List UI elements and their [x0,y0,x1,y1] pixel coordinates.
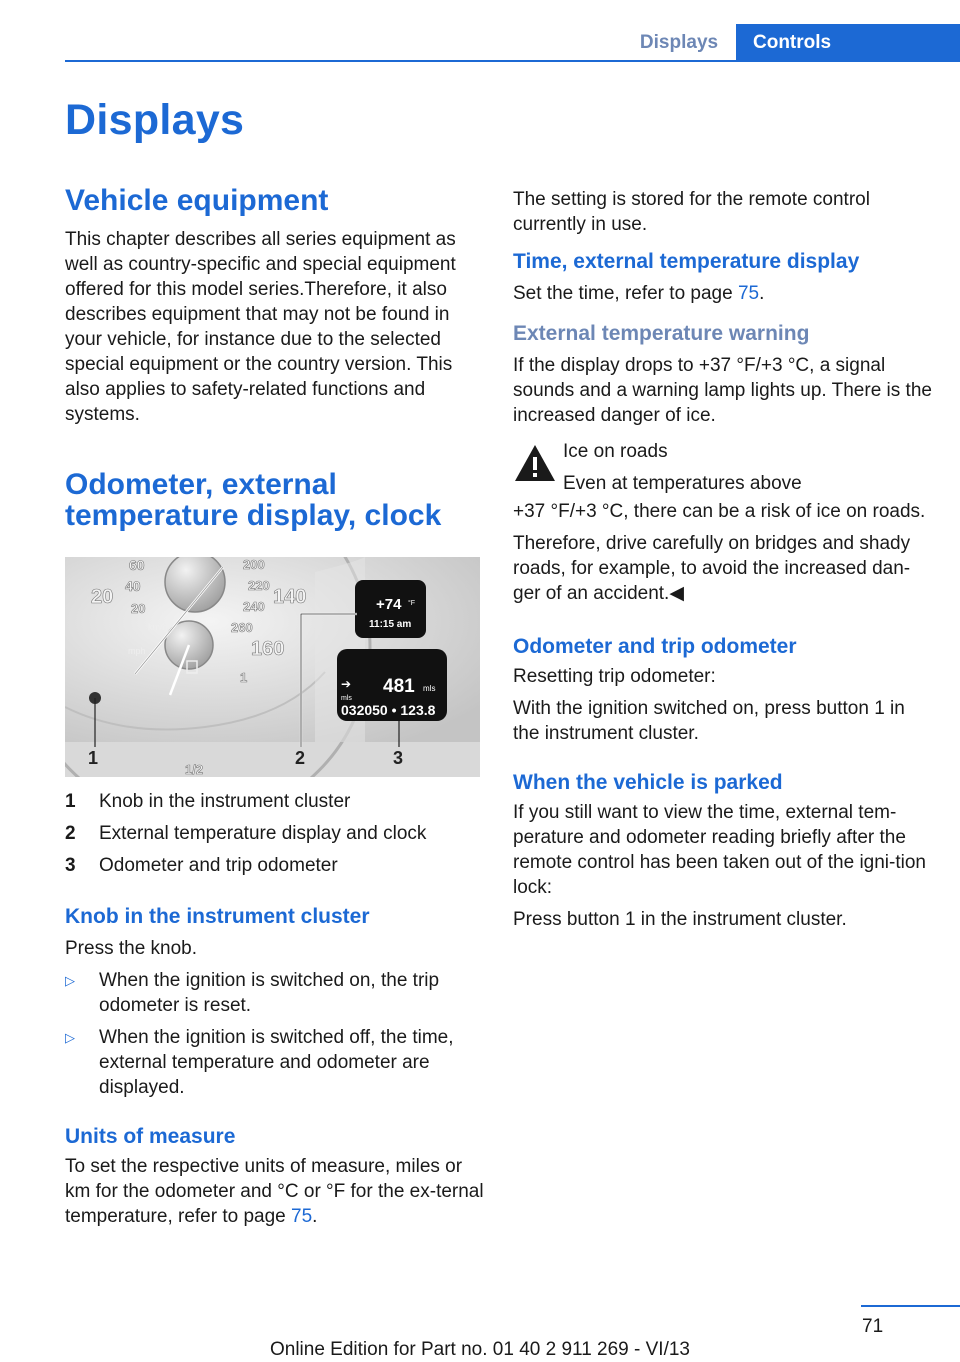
page-title: Displays [65,96,245,144]
display-small-unit: mls [341,695,352,702]
edition-footer: Online Edition for Part no. 01 40 2 911 269 - VI/13 [269,1339,691,1360]
instrument-cluster-illustration [65,557,480,777]
warning-heading: External temperature warning [513,322,810,345]
units-heading: Units of measure [65,1125,236,1148]
list-item [65,1025,485,1100]
units-text [65,1154,485,1229]
odometer-section-heading: Odometer, external temperature display, clock [65,468,442,532]
legend-item [65,853,485,878]
vehicle-equipment-heading: Vehicle equipment [65,184,329,217]
warning-triangle-icon [513,443,557,483]
trip-text-2: With the ignition switched on, press button 1 in the instrument cluster. [513,698,905,744]
vehicle-equipment-text: This chapter describes all series equipment as well as country-specific and special equipment offered for this model series.Therefore, it also describes equipment that may not be found in your vehicle, for instance due to the selected special equipment or the country version. This also applies to safety-related functions and systems. [65,229,456,425]
bullet-text: When the ignition is switched on, the trip odometer is reset. [99,970,440,1016]
display-time: 11:15 am [369,619,412,630]
parked-heading: When the vehicle is parked [513,771,783,794]
left-column [65,185,485,531]
caution-block [513,439,933,499]
footer-rule [861,1305,960,1307]
tick-label: 1/2 [185,762,204,777]
triangle-bullet-icon: ▷ [65,973,75,988]
tick-label: 160 [251,638,285,660]
time-text [513,281,933,306]
trip-text-1: Resetting trip odometer: [513,666,716,687]
instrument-cluster-figure [65,557,480,777]
tick-label: 260 [231,620,253,635]
arrow-fuel-icon: ➔ [341,677,352,691]
caution-rest: +37 °F/+3 °C, there can be a risk of ice on roads. [513,501,926,522]
units-text-end: . [312,1206,318,1227]
caution-line: Even at temperatures above [563,473,802,494]
caution-title: Ice on roads [563,441,668,462]
triangle-bullet-icon: ▷ [65,1030,75,1045]
legend-text: External temperature display and clock [99,823,427,844]
caution-more: Therefore, drive carefully on bridges and shady roads, for example, to avoid the increased dan‐ger of an accident.◀ [513,533,911,604]
time-text-end: . [759,283,765,304]
mph-label: mph [128,646,146,656]
stored-text: The setting is stored for the remote control currently in use. [513,189,870,235]
legend-item [65,821,485,846]
legend-text: Knob in the instrument cluster [99,791,351,812]
figure-legend [65,789,485,1229]
header-tab-controls[interactable]: Controls [736,24,960,62]
parked-text-2: Press button 1 in the instrument cluster. [513,909,847,930]
display-temperature: +74 [376,596,402,613]
page-link[interactable]: 75 [291,1206,313,1227]
list-item [65,968,485,1018]
legend-number: 3 [65,855,76,876]
tick-label: 40 [125,578,141,594]
knob-text: Press the knob. [65,938,198,959]
units-text-body: To set the respective units of measure, miles or km for the odometer and °C or °F for the ex‐ternal temperature, refer to page [65,1156,484,1227]
callout-1: 1 [88,748,99,768]
tick-label: 200 [243,557,265,572]
callout-3: 3 [393,748,404,768]
callout-2: 2 [295,748,306,768]
legend-text: Odometer and trip odometer [99,855,338,876]
tick-label: 20 [91,586,114,608]
time-heading: Time, external temperature display [513,250,860,273]
tick-label: 20 [131,601,146,616]
knob-heading: Knob in the instrument cluster [65,905,370,928]
display-temperature-unit: °F [408,600,416,607]
display-trip-unit: mls [423,684,436,693]
tick-label: 220 [248,578,270,593]
header-rule [65,60,960,62]
time-text-body: Set the time, refer to page [513,283,738,304]
warning-text: If the display drops to +37 °F/+3 °C, a signal sounds and a warning lamp lights up. There is the increased danger of ice. [513,355,932,426]
page-number: 71 [862,1316,884,1337]
tick-label: 60 [129,557,145,573]
page-link[interactable]: 75 [737,283,760,304]
legend-number: 2 [65,823,76,844]
tick-label: 240 [243,599,265,614]
kmh-label: km/h [148,622,168,632]
bullet-text: When the ignition is switched off, the time, external temperature and odometer are displayed. [99,1027,454,1098]
trip-heading: Odometer and trip odometer [513,635,797,658]
header-tab-displays[interactable]: Displays [639,32,719,53]
display-odometer: 032050 • 123.8 [341,702,436,718]
parked-text-1: If you still want to view the time, external tem‐perature and odometer reading briefly after the remote control has been taken out of the igni‐tion lock: [513,802,926,898]
legend-number: 1 [65,791,76,812]
legend-item [65,789,485,814]
right-column [513,187,933,932]
display-trip: 481 [383,676,415,697]
tick-label: 1 [240,670,248,685]
tick-label: 140 [273,586,307,608]
